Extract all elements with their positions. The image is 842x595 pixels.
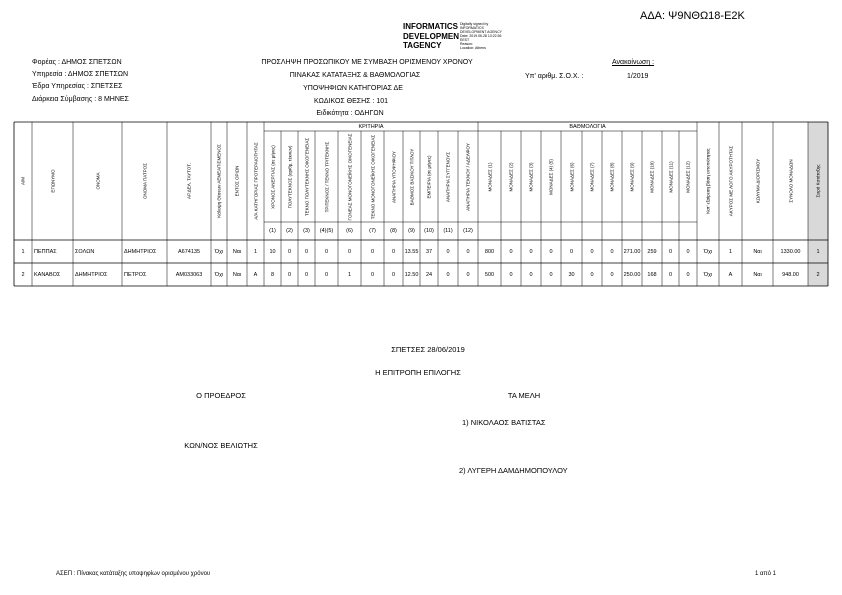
table-cell: 30 bbox=[568, 271, 575, 278]
table-cell: ΠΕΠΠΑΣ bbox=[34, 248, 57, 255]
table-cell: 0 bbox=[686, 271, 690, 278]
table-cell: 948.00 bbox=[782, 271, 799, 278]
criteria-number: (7) bbox=[369, 228, 376, 234]
table-cell: 0 bbox=[287, 271, 292, 278]
table-cell: Όχι bbox=[214, 271, 224, 278]
criteria-group-header: ΚΡΙΤΗΡΙΑ bbox=[358, 123, 384, 130]
table-cell: 800 bbox=[484, 248, 495, 255]
footer-left: ΑΣΕΠ : Πίνακας κατάταξης υποψηφίων ορισμένου χρόνου bbox=[56, 571, 211, 577]
table-cell: 1 bbox=[347, 271, 352, 278]
table-cell: 0 bbox=[668, 248, 673, 255]
table-cell: 0 bbox=[549, 248, 553, 255]
soh-value: 1/2019 bbox=[627, 73, 649, 80]
table-cell: 0 bbox=[466, 248, 470, 255]
table-cell: Ναι bbox=[753, 248, 762, 255]
table-cell: 8 bbox=[270, 271, 275, 278]
table-cell: 0 bbox=[466, 271, 470, 278]
table-cell: 24 bbox=[425, 271, 433, 278]
column-header: ΜΟΝΑΔΕΣ (10) bbox=[649, 160, 655, 193]
column-header: Α/Α ΚΑΤΗΓΟΡΙΑΣ ΠΡΟΤΕΡΑΙΟΤΗΤΑΣ bbox=[253, 142, 258, 220]
table-cell: Όχι bbox=[703, 248, 713, 255]
column-header: ΜΟΝΑΔΕΣ (6) bbox=[569, 161, 574, 192]
criteria-number: (4)(5) bbox=[319, 228, 334, 234]
page-number: 1 από 1 bbox=[755, 571, 776, 577]
table-cell: 2 bbox=[21, 271, 25, 278]
column-header: ΒΑΘΜΟΣ ΒΑΣΙΚΟΥ ΤΙΤΛΟΥ bbox=[409, 148, 414, 205]
table-cell: 0 bbox=[391, 248, 396, 255]
column-header: Α/Μ bbox=[20, 177, 26, 186]
committee-title: Η ΕΠΙΤΡΟΠΗ ΕΠΙΛΟΓΗΣ bbox=[375, 368, 461, 377]
table-cell: 0 bbox=[287, 248, 292, 255]
table-cell: 1 bbox=[728, 248, 733, 255]
table-cell: 0 bbox=[569, 248, 574, 255]
header-service: Υπηρεσία : ΔΗΜΟΣ ΣΠΕΤΣΩΝ bbox=[32, 71, 129, 78]
header-agency: Φορέας : ΔΗΜΟΣ ΣΠΕΤΣΩΝ bbox=[32, 59, 122, 66]
column-header: ΟΝΟΜΑ ΠΑΤΡΟΣ bbox=[142, 163, 147, 199]
column-header: ΤΕΚΝΟ ΠΟΛΥΤΕΚΝΗΣ ΟΙΚΟΓΕΝΕΙΑΣ bbox=[304, 137, 309, 216]
column-header: ΑΚΥΡΟΣ ΜΕ ΛΟΓΟ ΑΚΥΡΟΤΗΤΑΣ bbox=[728, 145, 733, 217]
table-cell: Α674135 bbox=[177, 248, 201, 255]
column-header: Σειρά Κατάταξης bbox=[815, 164, 821, 198]
column-header: ΜΟΝΑΔΕΣ (9) bbox=[629, 161, 635, 192]
table-cell: ΠΕΤΡΟΣ bbox=[124, 271, 147, 278]
table-cell: Όχι bbox=[703, 271, 713, 278]
scores-group-header: ΒΑΘΜΟΛΟΓΙΑ bbox=[569, 123, 606, 130]
table-cell: 0 bbox=[446, 271, 450, 278]
header-specialty: Ειδικότητα : ΟΔΗΓΩΝ bbox=[316, 110, 384, 117]
table-cell: 0 bbox=[686, 248, 690, 255]
table-cell: ΣΟΛΩΝ bbox=[75, 248, 95, 255]
column-header: ΚΩΛΥΜΑ ΔΙΟΡΙΣΜΟΥ bbox=[755, 158, 760, 204]
table-cell: 1 bbox=[816, 248, 820, 255]
column-header: ΜΟΝΑΔΕΣ (2) bbox=[508, 161, 514, 192]
column-header: ΜΟΝΑΔΕΣ (4) (5) bbox=[548, 158, 554, 195]
soh-label: Υπ' αριθμ. Σ.Ο.Χ. : bbox=[525, 73, 584, 80]
announcement-label: Ανακοίνωση : bbox=[612, 59, 655, 66]
table-cell: 168 bbox=[647, 271, 657, 278]
members-label: ΤΑ ΜΕΛΗ bbox=[507, 391, 541, 400]
table-cell: 271.00 bbox=[623, 248, 641, 255]
column-header: ΓΟΝΕΑΣ ΜΟΝΟΓΟΝΕΪΚΗΣ ΟΙΚΟΓΕΝΕΙΑΣ bbox=[347, 133, 352, 220]
member-2: 2) ΛΥΓΕΡΗ ΔΑΜΔΗΜΟΠΟΥΛΟΥ bbox=[459, 466, 568, 475]
column-header: ΑΝΑΠΗΡΙΑ ΤΕΚΝΟΥ / ΑΔΕΛΦΟΥ bbox=[465, 142, 471, 211]
table-cell: 259 bbox=[647, 248, 657, 255]
criteria-number: (9) bbox=[408, 228, 415, 234]
table-cell: Α bbox=[253, 271, 258, 278]
column-header: ΑΝΑΠΗΡΙΑ ΥΠΟΨΗΦΙΟΥ bbox=[391, 150, 396, 203]
table-cell: 1 bbox=[21, 248, 25, 255]
column-header: ΕΜΠΕΙΡΙΑ (σε μήνες) bbox=[426, 154, 432, 199]
header-category: ΥΠΟΨΗΦΙΩΝ ΚΑΤΗΓΟΡΙΑΣ ΔΕ bbox=[303, 85, 403, 92]
table-cell: 0 bbox=[370, 271, 375, 278]
criteria-number: (8) bbox=[390, 228, 397, 234]
column-header: ΑΝΑΠΗΡΙΑ ΣΥΓΓΕΝΟΥΣ bbox=[445, 151, 451, 202]
table-cell: ΚΑΝΑΒΟΣ bbox=[34, 271, 61, 278]
table-cell: 1 bbox=[253, 248, 258, 255]
table-cell: 0 bbox=[590, 248, 594, 255]
column-header: ΠΟΛΥΤΕΚΝΟΣ (αριθμ. τέκνων) bbox=[287, 145, 292, 208]
column-header: ΤΡΙΤΕΚΝΟΣ / ΤΕΚΝΟ ΤΡΙΤΕΚΝΗΣ bbox=[324, 141, 329, 212]
table-cell: 0 bbox=[324, 248, 329, 255]
column-header: ΕΠΩΝΥΜΟ bbox=[50, 169, 55, 193]
table-cell: Ναι bbox=[753, 271, 762, 278]
table-cell: 0 bbox=[509, 271, 513, 278]
ada-code: ΑΔΑ: Ψ9ΝΘΩ18-Ε2Κ bbox=[640, 10, 745, 22]
president-name: ΚΩΝ/ΝΟΣ ΒΕΛΙΩΤΗΣ bbox=[184, 441, 258, 450]
column-header: Κάλυψη Θέσεων ΑΕΜΕΑΠΙΣΜΕΝΟΣ bbox=[216, 144, 222, 218]
table-cell: 0 bbox=[304, 248, 309, 255]
table-cell: 0 bbox=[668, 271, 673, 278]
column-header: ΜΟΝΑΔΕΣ (11) bbox=[668, 160, 673, 193]
header-duration: Διάρκεια Σύμβασης : 8 ΜΗΝΕΣ bbox=[32, 96, 129, 103]
table-cell: 0 bbox=[549, 271, 553, 278]
column-header: ΜΟΝΑΔΕΣ (8) bbox=[609, 161, 615, 192]
header-seat: Έδρα Υπηρεσίας : ΣΠΕΤΣΕΣ bbox=[32, 83, 123, 90]
logo-small-text: Digitally signed by INFORMATICS DEVELOPMENT AGENCY Date: 2019.06.28 13:22:36 EEST Reason: Location: Athens bbox=[460, 22, 502, 50]
table-cell: 0 bbox=[304, 271, 309, 278]
table-cell: Α bbox=[728, 271, 733, 278]
criteria-number: (1) bbox=[269, 228, 276, 234]
column-header: ΜΟΝΑΔΕΣ (12) bbox=[685, 160, 691, 193]
column-header: ΜΟΝΑΔΕΣ (7) bbox=[589, 161, 595, 192]
table-cell: Ναι bbox=[232, 248, 242, 255]
column-header: ΟΝΟΜΑ bbox=[95, 172, 100, 190]
logo-text: INFORMATICS DEVELOPMEN TAGENCY bbox=[403, 22, 460, 50]
table-cell: 0 bbox=[347, 248, 352, 255]
table-cell: 0 bbox=[610, 271, 614, 278]
member-1: 1) ΝΙΚΟΛΑΟΣ ΒΑΤΙΣΤΑΣ bbox=[462, 418, 546, 427]
column-header: ΜΟΝΑΔΕΣ (3) bbox=[528, 161, 534, 192]
table-cell: 0 bbox=[509, 248, 513, 255]
table-cell: 0 bbox=[391, 271, 396, 278]
table-cell: 12.50 bbox=[404, 271, 419, 278]
table-cell: 37 bbox=[425, 248, 433, 255]
table-cell: 500 bbox=[484, 271, 495, 278]
table-cell: Όχι bbox=[214, 248, 224, 255]
table-cell: 250.00 bbox=[623, 271, 641, 278]
table-cell: 0 bbox=[529, 248, 533, 255]
criteria-number: (2) bbox=[286, 228, 293, 234]
table-cell: 0 bbox=[529, 271, 533, 278]
table-cell: 0 bbox=[324, 271, 329, 278]
table-cell: 0 bbox=[370, 248, 375, 255]
table-cell: 1330.00 bbox=[780, 248, 801, 255]
table-cell: ΔΗΜΗΤΡΙΟΣ bbox=[75, 271, 108, 278]
column-header: ΜΟΝΑΔΕΣ (1) bbox=[487, 161, 492, 192]
criteria-number: (6) bbox=[346, 228, 353, 234]
table-cell: 2 bbox=[816, 271, 820, 278]
header-title: ΠΡΟΣΛΗΨΗ ΠΡΟΣΩΠΙΚΟΥ ΜΕ ΣΥΜΒΑΣΗ ΟΡΙΣΜΕΝΟΥ ΧΡΟΝΟΥ bbox=[261, 59, 473, 66]
table-cell: ΑΜ033063 bbox=[175, 271, 203, 278]
table-cell: Ναι bbox=[232, 271, 242, 278]
header-position-code: ΚΩΔΙΚΟΣ ΘΕΣΗΣ : 101 bbox=[313, 98, 389, 105]
criteria-number: (3) bbox=[303, 228, 310, 234]
president-label: Ο ΠΡΟΕΔΡΟΣ bbox=[196, 391, 246, 400]
place-date: ΣΠΕΤΣΕΣ 28/06/2019 bbox=[391, 345, 465, 354]
column-header: ΕΝΤΟΣ ΟΡΙΩΝ bbox=[234, 165, 240, 197]
column-header: Κατ' εξαίρεση βάση εντοπιότητας bbox=[705, 148, 711, 214]
column-header: ΣΥΝΟΛΟ ΜΟΝΑΔΩΝ bbox=[788, 159, 793, 203]
criteria-number: (12) bbox=[463, 228, 473, 234]
table-cell: 13.55 bbox=[404, 248, 419, 255]
column-header: ΤΕΚΝΟ ΜΟΝΟΓΟΝΕΪΚΗΣ ΟΙΚΟΓΕΝΕΙΑΣ bbox=[370, 134, 375, 219]
table-cell: 0 bbox=[590, 271, 594, 278]
table-cell: 0 bbox=[610, 248, 614, 255]
criteria-number: (11) bbox=[443, 228, 453, 234]
header-subtitle: ΠΙΝΑΚΑΣ ΚΑΤΑΤΑΞΗΣ & ΒΑΘΜΟΛΟΓΙΑΣ bbox=[289, 72, 421, 79]
table-cell: ΔΗΜΗΤΡΙΟΣ bbox=[124, 248, 157, 255]
table-cell: 10 bbox=[269, 248, 276, 255]
column-header: ΑΡ.ΔΕΛ. ΤΑΥΤΟΤ. bbox=[186, 163, 192, 199]
criteria-number: (10) bbox=[424, 228, 434, 234]
column-header: ΧΡΟΝΟΣ ΑΝΕΡΓΙΑΣ (σε μήνες) bbox=[270, 144, 275, 209]
table-cell: 0 bbox=[446, 248, 450, 255]
